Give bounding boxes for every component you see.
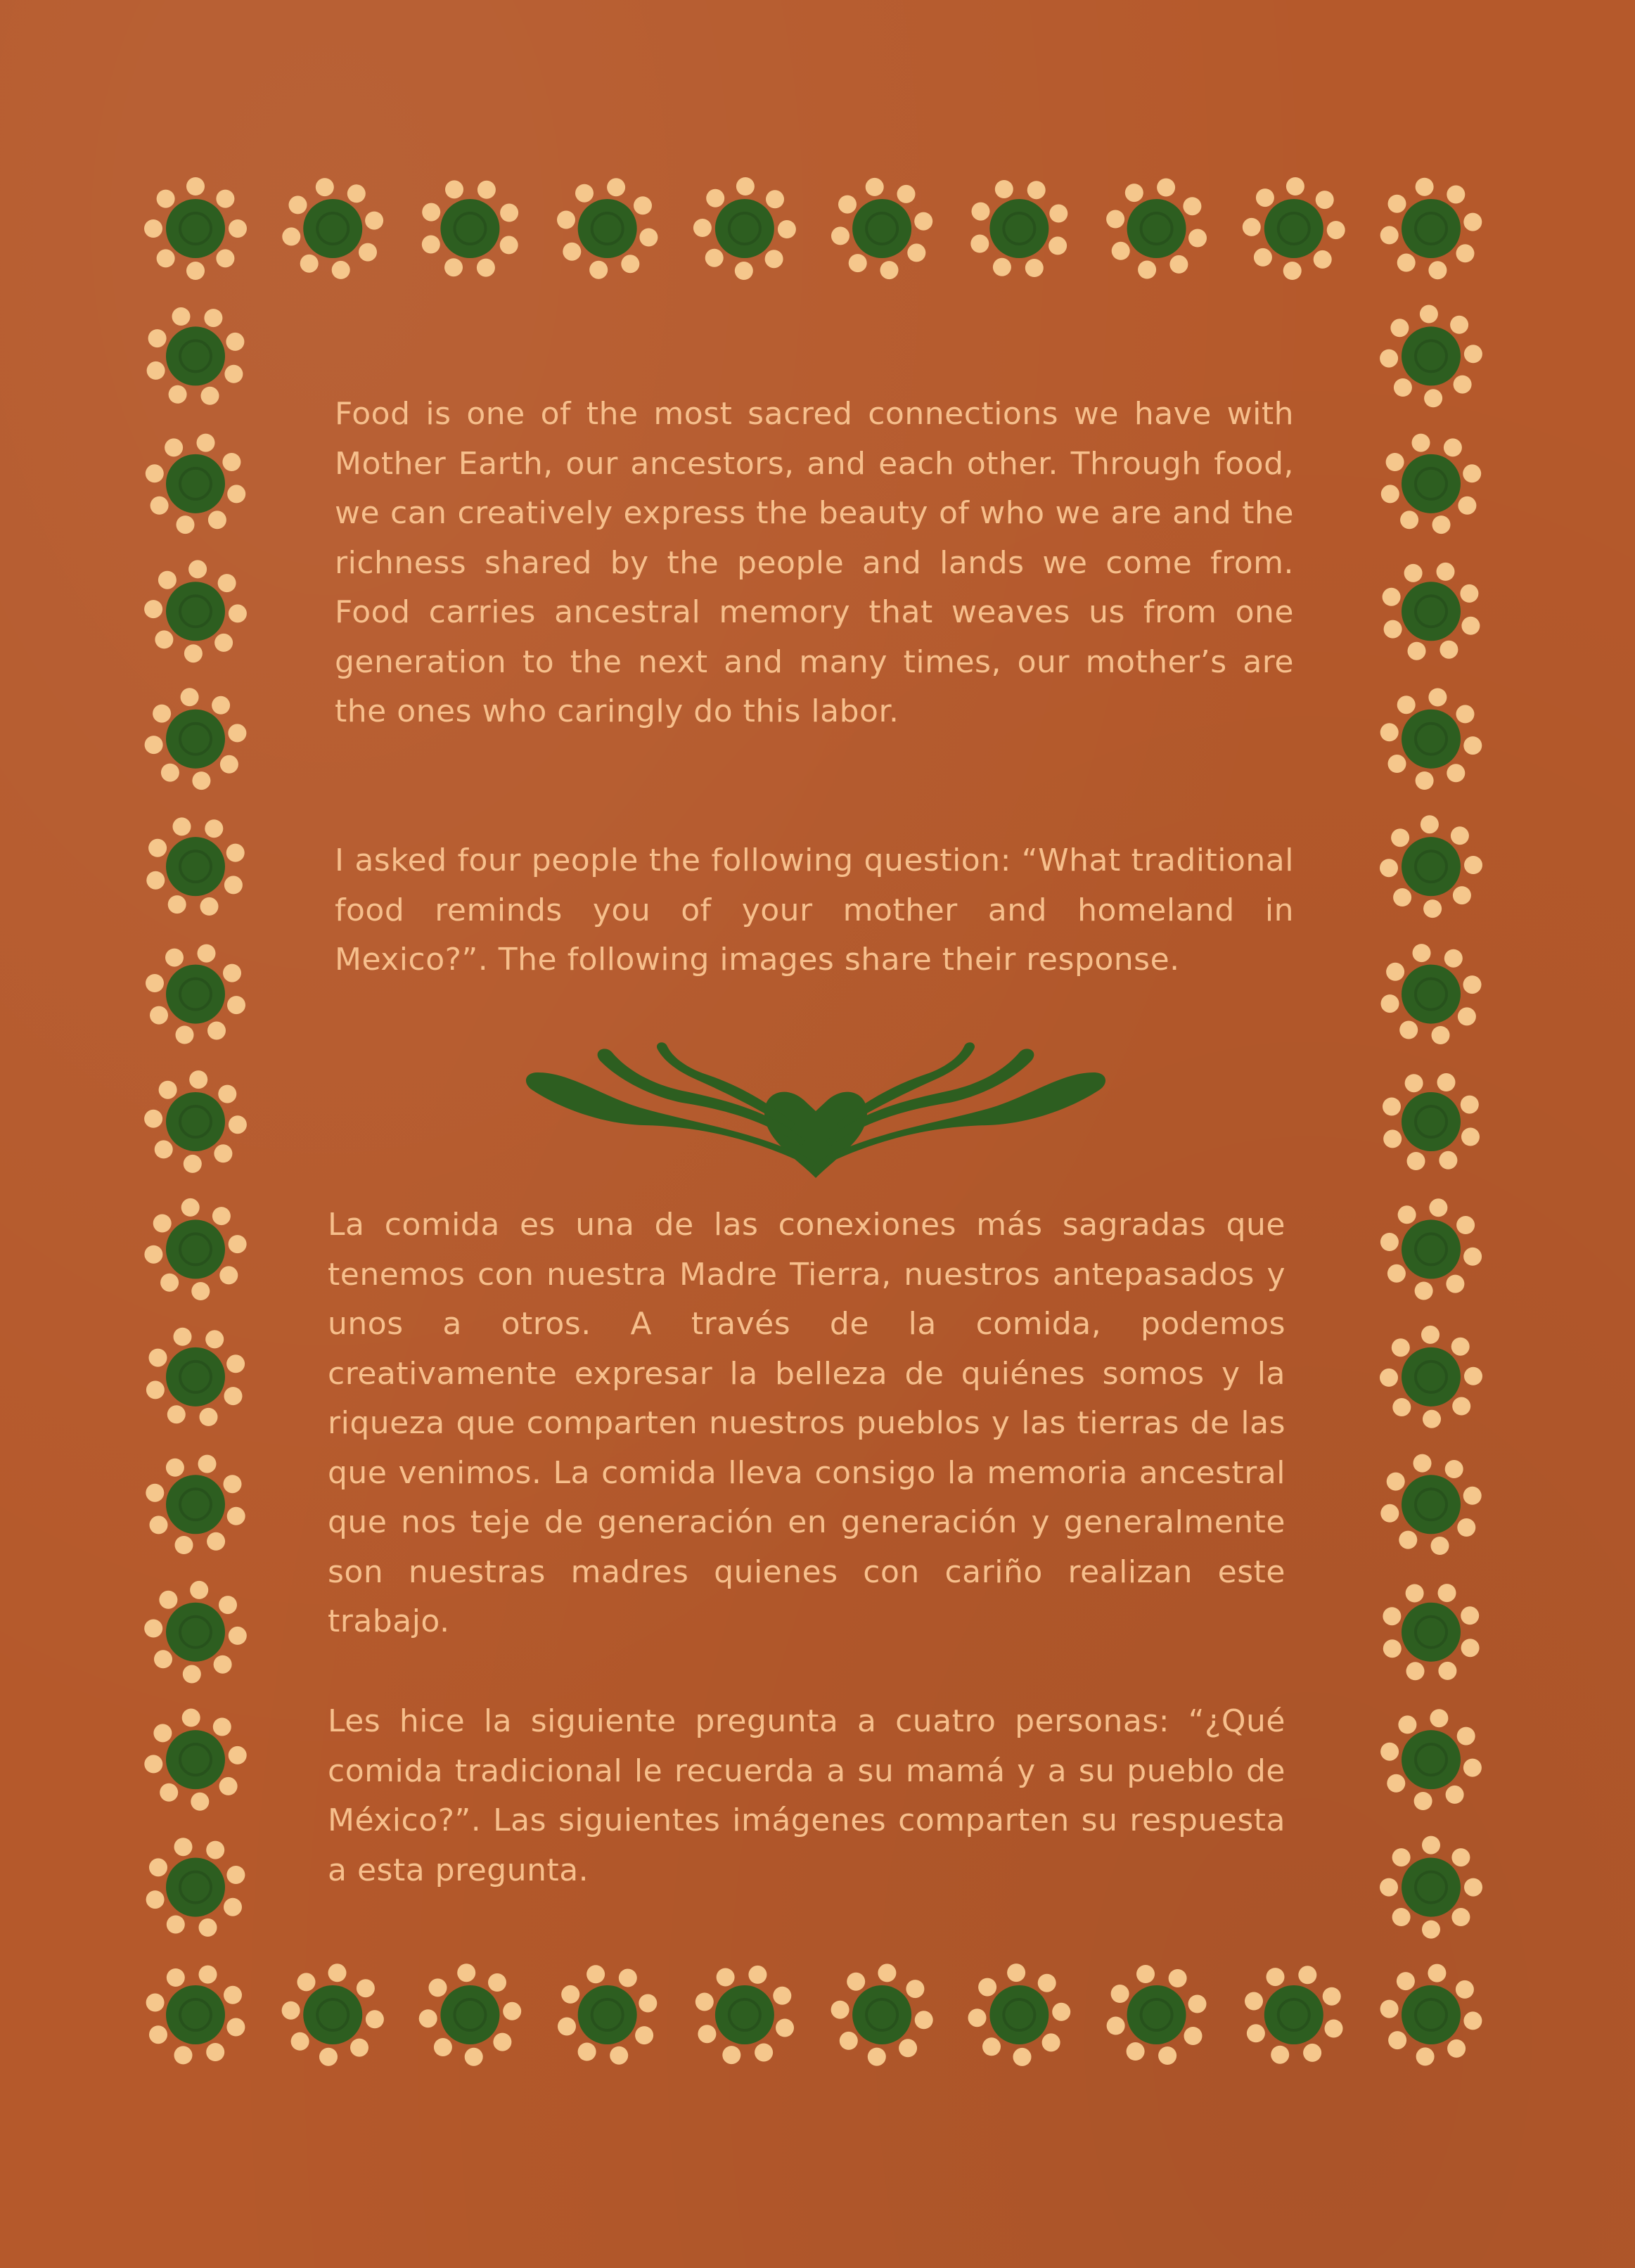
flower-icon xyxy=(1383,1584,1479,1680)
flower-icon xyxy=(146,1328,245,1426)
flower-icon xyxy=(146,1455,245,1554)
flower-icon xyxy=(1245,1966,1343,2063)
flower-icon xyxy=(1380,1709,1482,1810)
flower-icon xyxy=(144,1198,246,1300)
flower-icon xyxy=(1380,1198,1482,1300)
flower-icon xyxy=(557,178,658,278)
flower-icon xyxy=(831,1963,933,2065)
flower-icon xyxy=(144,560,247,662)
flower-icon xyxy=(968,1963,1071,2066)
flower-icon xyxy=(282,178,383,279)
flower-icon xyxy=(144,1709,246,1811)
flower-icon xyxy=(1380,1454,1481,1555)
flower-icon xyxy=(144,1070,247,1173)
spanish-question-paragraph: Les hice la siguiente pregunta a cuatro personas: “¿Qué comida tradicional le recuerda a su mamá y a su pueblo de México?”. Las siguientes imágenes comparten su respuesta a esta pregunta. xyxy=(328,1703,1285,1888)
flower-icon xyxy=(422,180,518,276)
flower-icon xyxy=(1243,177,1345,280)
flower-icon xyxy=(695,1966,794,2064)
flower-icon xyxy=(1381,944,1482,1044)
flower-icon xyxy=(1380,1326,1482,1428)
english-question-paragraph: I asked four people the following question: “What traditional food reminds you of your mother and homeland in Mexico?”. The following images share their response. xyxy=(335,843,1294,978)
flower-icon xyxy=(1380,1836,1482,1939)
heart-leaf-ornament-icon xyxy=(517,1041,1115,1181)
flower-icon xyxy=(1106,179,1207,279)
flower-icon xyxy=(146,1838,245,1937)
spanish-intro-paragraph: La comida es una de las conexiones más sagradas que tenemos con nuestra Madre Tierra, nuestros antepasados y unos a otros. A través de la comida, podemos creativamente expresar la belleza de quiénes somos y la riqueza que comparten nuestros pueblos y las tierras de las que venimos. La comida lleva consigo la memoria ancestral que nos teje de generación en generación y generalmente son nuestras madres quienes con cariño realizan este trabajo. xyxy=(328,1207,1285,1639)
flower-icon xyxy=(693,177,796,280)
flower-icon xyxy=(146,817,244,916)
flower-icon xyxy=(558,1965,657,2064)
flower-icon xyxy=(282,1963,384,2065)
flower-icon xyxy=(1380,178,1482,280)
flower-icon xyxy=(1383,563,1480,660)
flower-icon xyxy=(970,180,1067,277)
flower-icon xyxy=(1380,305,1482,408)
flower-icon xyxy=(419,1963,522,2066)
flower-icon xyxy=(146,434,245,534)
flower-icon xyxy=(1380,688,1482,790)
english-intro-paragraph: Food is one of the most sacred connections we have with Mother Earth, our ancestors, and each other. Through food, we can creatively express the beauty of who we are and the richness shared by the people and lands we come from. Food carries ancestral memory that weaves us from one generation to the next and many times, our mother’s are the ones who caringly do this labor. xyxy=(335,396,1294,729)
flower-icon xyxy=(147,307,245,405)
flower-icon xyxy=(146,944,245,1044)
flower-icon xyxy=(1380,815,1482,918)
flower-icon xyxy=(145,688,247,790)
flower-icon xyxy=(1380,1964,1482,2066)
flower-icon xyxy=(144,1581,247,1684)
flower-icon xyxy=(1383,1073,1480,1170)
flower-icon xyxy=(144,177,247,280)
flower-icon xyxy=(1381,434,1481,534)
flower-icon xyxy=(146,1966,245,2065)
flower-icon xyxy=(1107,1965,1207,2065)
flower-icon xyxy=(831,178,932,279)
